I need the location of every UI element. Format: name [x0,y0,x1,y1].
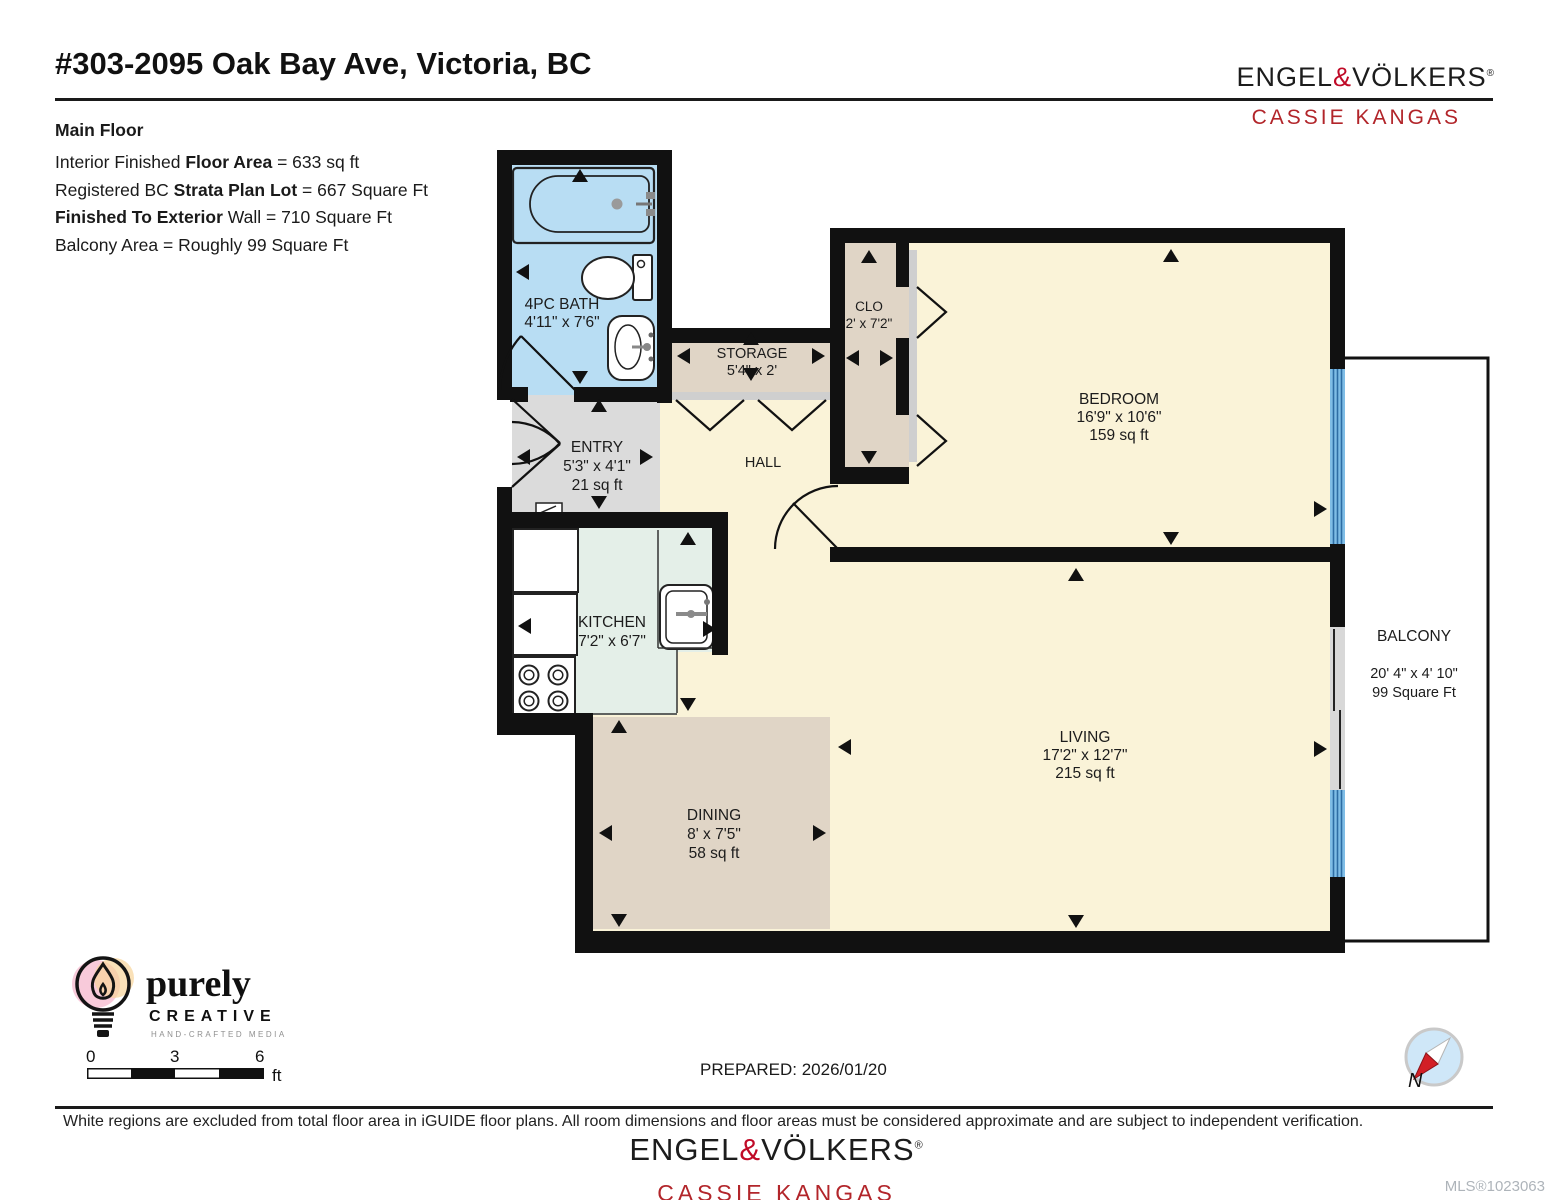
entry-area: 21 sq ft [571,477,623,494]
bathroom-sink-icon [608,316,654,380]
bedroom-dims: 16'9" x 10'6" [1076,409,1162,426]
scale-label-6: 6 [255,1047,265,1066]
bath-label: 4PC BATH [524,296,600,313]
bath-dims: 4'11" x 7'6" [524,314,600,331]
entry-label: ENTRY [570,439,624,456]
living-dims: 17'2" x 12'7" [1042,747,1128,764]
balcony-label: BALCONY [1376,628,1452,645]
agent-name: CASSIE KANGAS [1251,106,1461,129]
living-label: LIVING [1059,729,1111,746]
closet-label: CLO [855,299,883,314]
brand-ampersand: & [1333,62,1353,92]
purely-creative-wordmark: purely [146,963,251,1005]
scale-label-0: 0 [86,1047,96,1066]
purely-creative-bulb-icon [70,948,138,1048]
balcony-outline [1338,358,1488,941]
brand-name-right: VÖLKERS [1352,62,1487,92]
info-line-balcony: Balcony Area = Roughly 99 Square Ft [55,235,349,255]
engel-volkers-footer-logo [0,1132,1553,1168]
purely-creative-tagline: HAND-CRAFTED MEDIA [151,1030,287,1039]
storage-label: STORAGE [716,346,788,362]
info-line-strata: Registered BC Strata Plan Lot = 667 Square Ft [55,180,429,200]
footer-divider [55,1106,1493,1109]
scale-label-3: 3 [170,1047,180,1066]
bedroom-area: 159 sq ft [1089,427,1149,444]
scale-unit: ft [272,1066,282,1085]
floor-label: Main Floor [55,120,144,140]
footer-brand-ampersand: & [739,1132,762,1167]
footer-registered-mark: ® [914,1139,924,1152]
floor-plan [490,140,1500,970]
dining-dims: 8' x 7'5" [687,826,741,843]
scale-bar [87,1068,267,1080]
purely-creative-subword: CREATIVE [149,1008,277,1025]
entry-dims: 5'3" x 4'1" [563,458,631,475]
hall-label: HALL [744,455,782,471]
toilet-icon [582,255,652,300]
bedroom-label: BEDROOM [1078,391,1160,408]
prepared-date: PREPARED: 2026/01/20 [700,1060,887,1079]
stove-icon [513,657,575,714]
registered-mark: ® [1486,68,1495,79]
dining-label: DINING [686,807,742,824]
dining-area: 58 sq ft [688,845,740,862]
mls-number: MLS®1023063 [1444,1178,1545,1195]
kitchen-dims: 7'2" x 6'7" [578,633,646,650]
footer-brand-left: ENGEL [629,1132,740,1167]
living-area: 215 sq ft [1055,765,1115,782]
kitchen-sink-icon [660,585,713,649]
footer-agent-name: CASSIE KANGAS [657,1180,896,1200]
header-divider [55,98,1493,101]
fridge-icon [513,529,578,592]
kitchen-label: KITCHEN [577,614,647,631]
page-title: #303-2095 Oak Bay Ave, Victoria, BC [55,46,592,81]
balcony-area: 99 Square Ft [1372,685,1456,701]
closet-dims: 2' x 7'2" [845,316,893,331]
balcony-dims: 20' 4" x 4' 10" [1370,666,1458,682]
info-line-exterior: Finished To Exterior Wall = 710 Square Ft [55,207,392,227]
north-label: N [1408,1070,1423,1092]
footer-brand-right: VÖLKERS [761,1132,915,1167]
brand-name-left: ENGEL [1236,62,1334,92]
sliding-door [1330,627,1345,790]
engel-volkers-logo [1237,62,1496,93]
disclaimer-text: White regions are excluded from total floor area in iGUIDE floor plans. All room dimensions and floor areas must be considered approximate and are subject to independent verification. [63,1113,1364,1130]
info-line-floor-area: Interior Finished Floor Area = 633 sq ft [55,152,360,172]
storage-dims: 5'4" x 2' [726,363,778,379]
